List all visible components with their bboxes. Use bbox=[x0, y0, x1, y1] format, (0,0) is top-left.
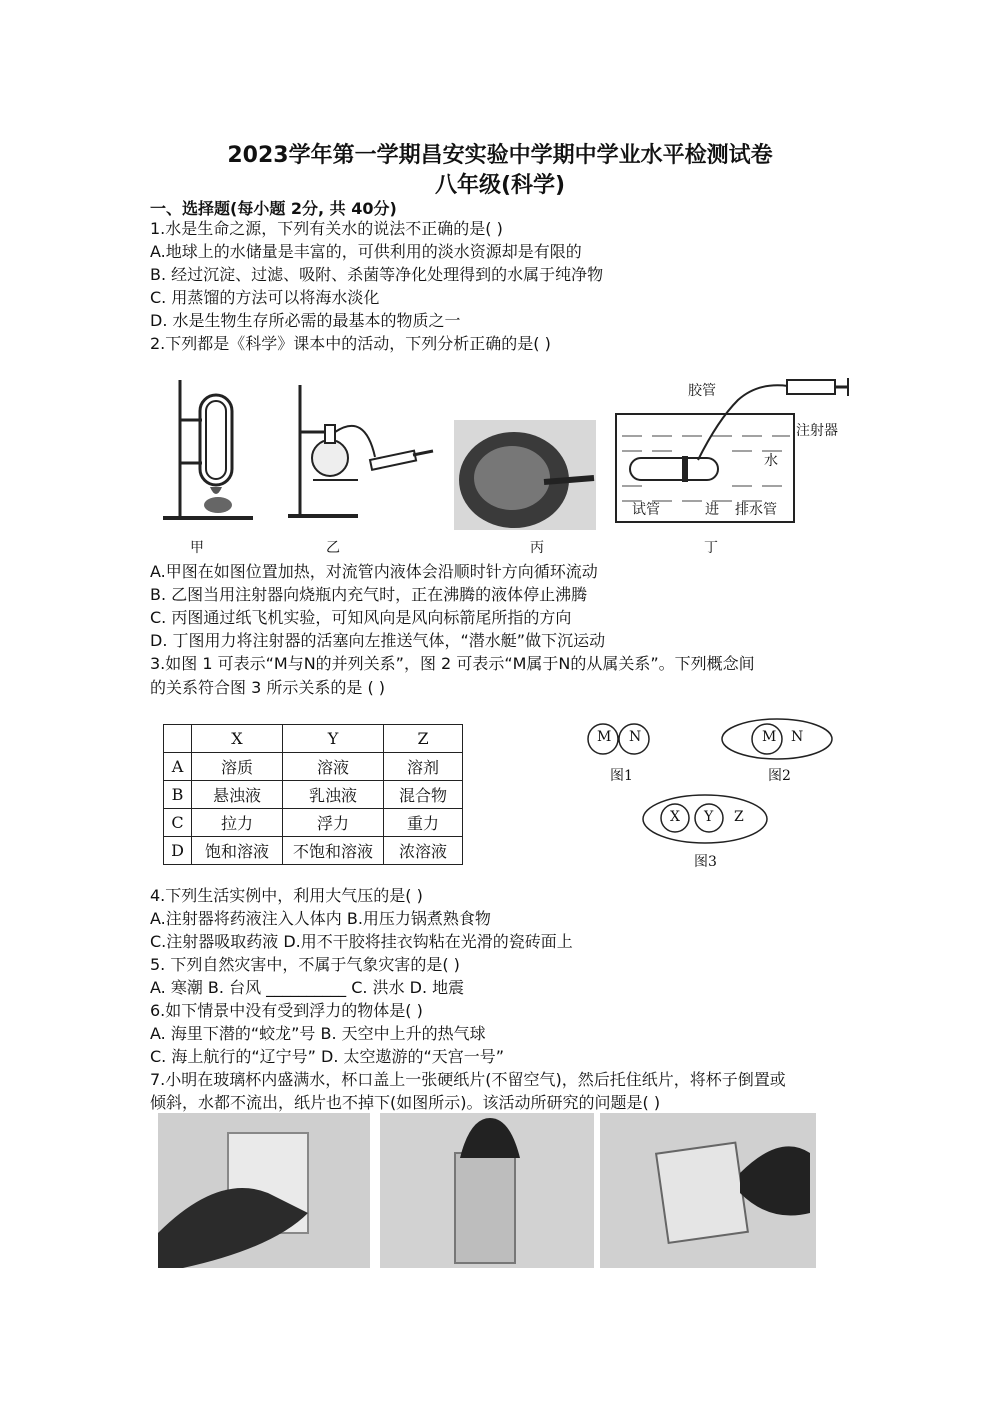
table-cell: 不饱和溶液 bbox=[283, 837, 384, 865]
fig1-caption: 图1 bbox=[610, 768, 633, 784]
q7-stem-line1: 7.小明在玻璃杯内盛满水，杯口盖上一张硬纸片(不留空气)，然后托住纸片，将杯子倒置或 bbox=[150, 1070, 786, 1089]
label-test-tube: 试管 bbox=[632, 502, 660, 518]
q3-stem-line2: 的关系符合图 3 所示关系的是 ( ) bbox=[150, 678, 386, 697]
table-row bbox=[164, 781, 463, 809]
figure-label-a: 甲 bbox=[190, 540, 204, 556]
table-header: X bbox=[192, 725, 283, 753]
concept-table bbox=[163, 724, 463, 865]
table-cell: 溶液 bbox=[283, 753, 384, 781]
table-header bbox=[164, 725, 192, 753]
fig3-caption: 图3 bbox=[694, 854, 717, 870]
table-row bbox=[164, 837, 463, 865]
label-tube: 胶管 bbox=[688, 383, 716, 399]
q6-stem: 6.如下情景中没有受到浮力的物体是( ) bbox=[150, 1001, 423, 1020]
q6-option-cd: C. 海上航行的“辽宁号” D. 太空遨游的“天宫一号” bbox=[150, 1047, 505, 1066]
table-header-row bbox=[164, 725, 463, 753]
q2-option-d: D. 丁图用力将注射器的活塞向左推送气体，“潜水艇”做下沉运动 bbox=[150, 631, 606, 650]
section-heading: 一、选择题(每小题 2分, 共 40分) bbox=[150, 199, 397, 218]
cup-photo-tilted bbox=[600, 1113, 816, 1268]
cup-photo-inverted bbox=[380, 1113, 594, 1268]
table-cell: 溶剂 bbox=[384, 753, 463, 781]
table-cell: 浮力 bbox=[283, 809, 384, 837]
cup-photo-upright bbox=[158, 1113, 370, 1268]
label-outlet: 排水管 bbox=[735, 502, 777, 518]
label-inlet: 进 bbox=[705, 502, 719, 518]
fig1-label-m: M bbox=[597, 729, 612, 745]
q1-stem: 1.水是生命之源，下列有关水的说法不正确的是( ) bbox=[150, 219, 503, 238]
table-cell: 重力 bbox=[384, 809, 463, 837]
table-header: Y bbox=[283, 725, 384, 753]
fig2-label-n: N bbox=[791, 729, 804, 745]
page-title: 2023学年第一学期昌安实验中学期中学业水平检测试卷 bbox=[227, 143, 773, 168]
q3-stem-line1: 3.如图 1 可表示“M与N的并列关系”，图 2 可表示“M属于N的从属关系”。下列概念间 bbox=[150, 654, 755, 673]
table-cell: 悬浊液 bbox=[192, 781, 283, 809]
paper-plane-photo bbox=[454, 420, 596, 530]
q1-option-c: C. 用蒸馏的方法可以将海水淡化 bbox=[150, 288, 380, 307]
q1-option-d: D. 水是生物生存所必需的最基本的物质之一 bbox=[150, 311, 461, 330]
fig2-label-m: M bbox=[762, 729, 777, 745]
fig1-label-n: N bbox=[629, 729, 642, 745]
q2-stem: 2.下列都是《科学》课本中的活动，下列分析正确的是( ) bbox=[150, 334, 551, 353]
q4-option-cd: C.注射器吸取药液 D.用不干胶将挂衣钩粘在光滑的瓷砖面上 bbox=[150, 932, 573, 951]
table-row bbox=[164, 809, 463, 837]
table-row bbox=[164, 753, 463, 781]
q2-option-c: C. 丙图通过纸飞机实验，可知风向是风向标箭尾所指的方向 bbox=[150, 608, 572, 627]
convection-apparatus-figure bbox=[158, 375, 258, 525]
q4-stem: 4.下列生活实例中，利用大气压的是( ) bbox=[150, 886, 423, 905]
table-cell: B bbox=[164, 781, 192, 809]
q5-stem: 5. 下列自然灾害中，不属于气象灾害的是( ) bbox=[150, 955, 460, 974]
fig3-label-z: Z bbox=[734, 809, 744, 825]
fig3-label-y: Y bbox=[704, 809, 714, 825]
q4-option-ab: A.注射器将药液注入人体内 B.用压力锅煮熟食物 bbox=[150, 909, 491, 928]
table-cell: 浓溶液 bbox=[384, 837, 463, 865]
q5-options: A. 寒潮 B. 台风 __________ C. 洪水 D. 地震 bbox=[150, 978, 465, 997]
page-subtitle: 八年级(科学) bbox=[434, 173, 566, 198]
table-cell: 饱和溶液 bbox=[192, 837, 283, 865]
figure-label-c: 丙 bbox=[530, 540, 544, 556]
q1-option-a: A.地球上的水储量是丰富的，可供利用的淡水资源却是有限的 bbox=[150, 242, 582, 261]
q6-option-ab: A. 海里下潜的“蛟龙”号 B. 天空中上升的热气球 bbox=[150, 1024, 486, 1043]
q1-option-b: B. 经过沉淀、过滤、吸附、杀菌等净化处理得到的水属于纯净物 bbox=[150, 265, 604, 284]
fig3-label-x: X bbox=[670, 809, 680, 825]
q7-stem-line2: 倾斜，水都不流出，纸片也不掉下(如图所示)。该活动所研究的问题是( ) bbox=[150, 1093, 661, 1112]
table-cell: C bbox=[164, 809, 192, 837]
table-cell: 乳浊液 bbox=[283, 781, 384, 809]
fig2-ellipse-n bbox=[722, 719, 832, 759]
table-cell: D bbox=[164, 837, 192, 865]
q2-option-b: B. 乙图当用注射器向烧瓶内充气时，正在沸腾的液体停止沸腾 bbox=[150, 585, 588, 604]
label-water: 水 bbox=[764, 453, 778, 469]
table-cell: A bbox=[164, 753, 192, 781]
fig2-caption: 图2 bbox=[768, 768, 791, 784]
figure-label-d: 丁 bbox=[704, 540, 718, 556]
flask-syringe-figure bbox=[288, 380, 438, 525]
label-syringe: 注射器 bbox=[796, 423, 838, 439]
figure-label-b: 乙 bbox=[326, 540, 340, 556]
table-cell: 拉力 bbox=[192, 809, 283, 837]
table-header: Z bbox=[384, 725, 463, 753]
q2-option-a: A.甲图在如图位置加热，对流管内液体会沿顺时针方向循环流动 bbox=[150, 562, 598, 581]
table-cell: 溶质 bbox=[192, 753, 283, 781]
table-cell: 混合物 bbox=[384, 781, 463, 809]
